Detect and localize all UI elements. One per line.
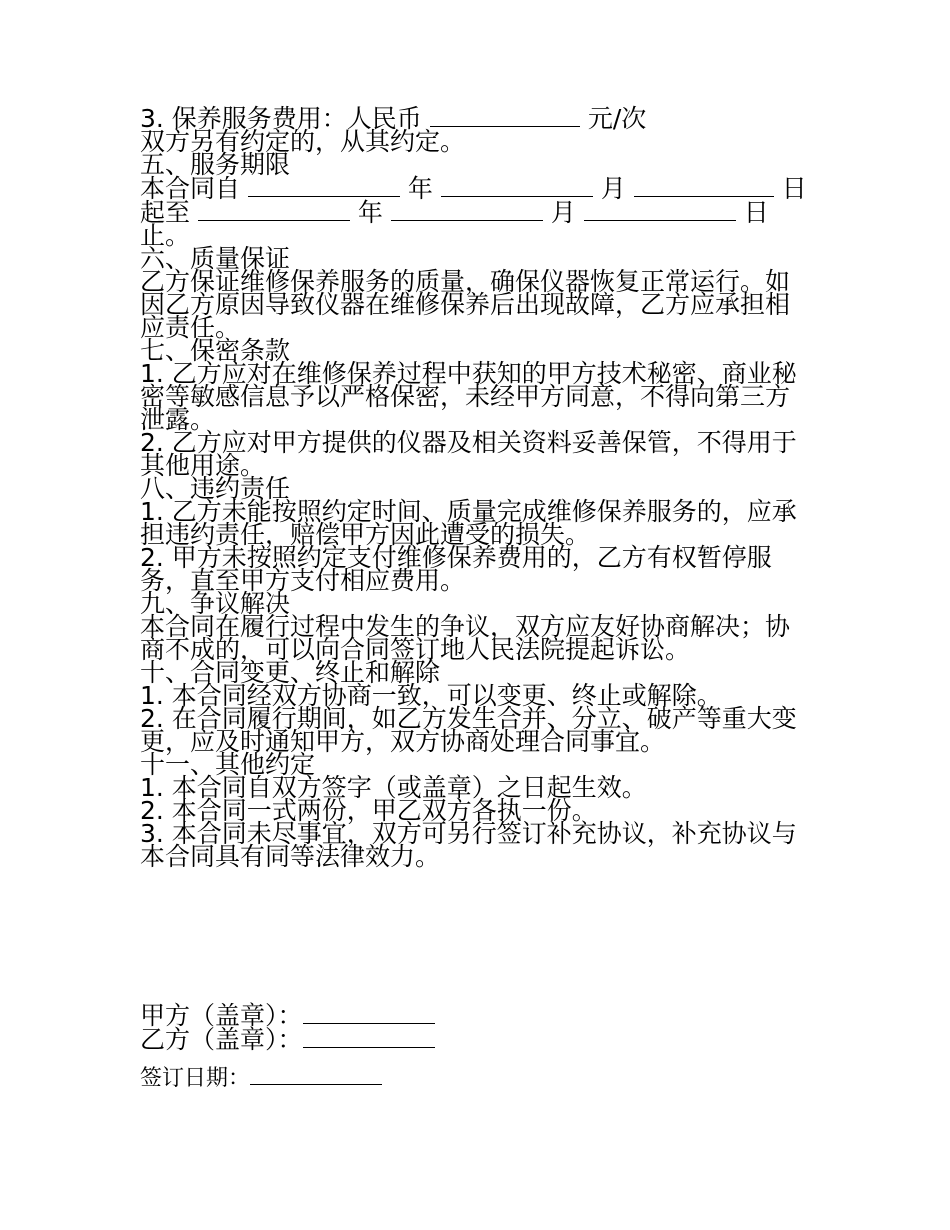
fee-unit: 元/次 <box>587 104 647 133</box>
section5-term-line <box>140 174 812 250</box>
section9-heading: 九、争议解决 <box>140 589 291 618</box>
party-b-line <box>140 1025 435 1054</box>
section10-item-1: 1. 本合同经双方协商一致，可以变更、终止或解除。 <box>140 681 722 710</box>
signature-block <box>140 1001 435 1054</box>
term-prefix: 本合同自 <box>140 174 241 203</box>
term-end: 止。 <box>140 221 191 250</box>
end-month-label: 月 <box>550 198 576 227</box>
sign-date-blank <box>250 1066 382 1085</box>
section11-item-1: 1. 本合同自双方签字（或盖章）之日起生效。 <box>140 773 647 802</box>
section9-body: 本合同在履行过程中发生的争议，双方应友好协商解决；协商不成的，可以向合同签订地人民法院提起诉讼。 <box>140 612 791 664</box>
end-year-label: 年 <box>357 198 383 227</box>
section7-heading: 七、保密条款 <box>140 336 291 365</box>
party-a-blank <box>303 1003 435 1024</box>
contract-page <box>140 104 812 871</box>
start-year-blank <box>248 176 400 197</box>
start-day-label: 日起至 <box>140 174 807 227</box>
section10-item-2: 2. 在合同履行期间，如乙方发生合并、分立、破产等重大变更，应及时通知甲方，双方协商处理合同事宜。 <box>140 704 797 756</box>
section7-item-1: 1. 乙方应对在维修保养过程中获知的甲方技术秘密、商业秘密等敏感信息予以严格保密，未经甲方同意，不得向第三方泄露。 <box>140 359 797 434</box>
sign-date-line <box>140 1066 382 1091</box>
start-day-blank <box>634 176 774 197</box>
end-day-label: 日 <box>743 198 769 227</box>
party-a-line <box>140 1001 435 1030</box>
section6-body: 乙方保证维修保养服务的质量，确保仪器恢复正常运行。如因乙方原因导致仪器在维修保养后出现故障，乙方应承担相应责任。 <box>140 267 791 342</box>
section7-item-2: 2. 乙方应对甲方提供的仪器及相关资料妥善保管，不得用于其他用途。 <box>140 428 797 480</box>
section8-item-1: 1. 乙方未能按照约定时间、质量完成维修保养服务的，应承担违约责任，赔偿甲方因此遭受的损失。 <box>140 497 797 549</box>
start-year-label: 年 <box>407 174 433 203</box>
start-month-label: 月 <box>600 174 626 203</box>
end-day-blank <box>584 200 736 221</box>
section11-heading: 十一、其他约定 <box>140 750 316 779</box>
section10-heading: 十、合同变更、终止和解除 <box>140 658 441 687</box>
start-month-blank <box>441 176 593 197</box>
section5-heading: 五、服务期限 <box>140 150 291 179</box>
party-b-blank <box>303 1027 435 1048</box>
section6-heading: 六、质量保证 <box>140 244 291 273</box>
section8-item-2: 2. 甲方未按照约定支付维修保养费用的，乙方有权暂停服务，直至甲方支付相应费用。 <box>140 543 772 595</box>
end-year-blank <box>198 200 350 221</box>
end-month-blank <box>391 200 543 221</box>
party-b-label: 乙方（盖章）： <box>140 1025 303 1054</box>
fee-blank <box>430 106 580 127</box>
section8-heading: 八、违约责任 <box>140 474 291 503</box>
section11-item-3: 3. 本合同未尽事宜，双方可另行签订补充协议，补充协议与本合同具有同等法律效力。 <box>140 819 797 871</box>
section11-item-2: 2. 本合同一式两份，甲乙双方各执一份。 <box>140 796 597 825</box>
sign-date-label: 签订日期： <box>140 1066 251 1091</box>
party-a-label: 甲方（盖章）： <box>140 1001 303 1030</box>
fee-label: 3. 保养服务费用：人民币 <box>140 104 422 133</box>
fee-note: 双方另有约定的，从其约定。 <box>140 127 466 156</box>
